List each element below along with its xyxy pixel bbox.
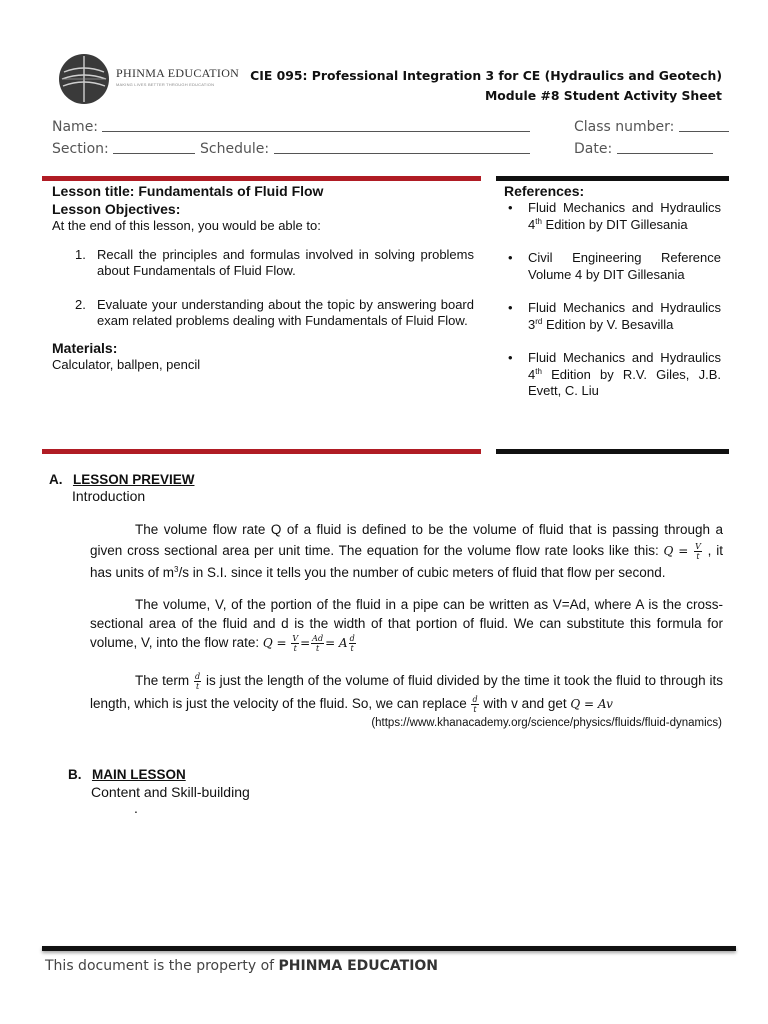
fraction-v-over-t: $\frac{V}{t}$ bbox=[695, 541, 701, 561]
fraction-d-over-t: $\frac{d}{t}$ bbox=[472, 694, 478, 714]
schedule-blank[interactable] bbox=[274, 153, 530, 154]
logo-name: PHINMA EDUCATION bbox=[116, 66, 240, 80]
phinma-logo bbox=[58, 52, 240, 106]
section-blank[interactable] bbox=[113, 153, 195, 154]
section-b-dot: . bbox=[134, 800, 138, 816]
date-field[interactable] bbox=[574, 141, 713, 157]
section-a-subtitle: Introduction bbox=[72, 488, 146, 504]
paragraph-velocity: The term $\frac{d}{t}$ is just the length of the volume of fluid divided by the time it took the fluid to through its length, which is just the velocity of the fluid. So, we can replace $\frac{d}{t}$ with v and get Q = Av bbox=[90, 671, 723, 714]
references-bottom-rule bbox=[496, 449, 729, 454]
reference-item: • Fluid Mechanics and Hydraulics 4th Edition by DIT Gillesania bbox=[504, 200, 721, 233]
schedule-label: Schedule: bbox=[200, 141, 270, 157]
logo-tagline: MAKING LIVES BETTER THROUGH EDUCATION bbox=[116, 82, 215, 87]
phinma-logo-icon bbox=[58, 52, 112, 106]
objectives-list bbox=[52, 247, 474, 330]
references-top-rule bbox=[496, 176, 729, 181]
objectives-heading: Lesson Objectives: bbox=[52, 201, 181, 217]
footer-rule bbox=[42, 946, 736, 951]
section-field[interactable] bbox=[52, 141, 195, 157]
footer-text: This document is the property of PHINMA EDUCATION bbox=[45, 958, 439, 974]
section-a-title: LESSON PREVIEW bbox=[72, 472, 195, 487]
fraction-ad-over-t: $\frac{Ad}{t}$ bbox=[312, 633, 324, 653]
schedule-field[interactable] bbox=[200, 141, 530, 157]
lesson-title: Lesson title: Fundamentals of Fluid Flow bbox=[52, 183, 324, 199]
citation-link[interactable]: (https://www.khanacademy.org/science/physics/fluids/fluid-dynamics) bbox=[371, 717, 722, 729]
fraction-v-over-t: $\frac{V}{t}$ bbox=[292, 633, 299, 653]
objectives-intro: At the end of this lesson, you would be able to: bbox=[52, 218, 321, 233]
lesson-box-bottom-rule bbox=[42, 449, 481, 454]
fraction-d-over-t: $\frac{d}{t}$ bbox=[195, 671, 201, 691]
course-header bbox=[250, 66, 722, 106]
module-title: Module #8 Student Activity Sheet bbox=[484, 88, 722, 103]
name-label: Name: bbox=[52, 119, 99, 135]
materials-heading: Materials: bbox=[52, 339, 118, 356]
reference-item: • Fluid Mechanics and Hydraulics 4th Edition by R.V. Giles, J.B. Evett, C. Liu bbox=[504, 350, 721, 400]
objective-item: 2. Evaluate your understanding about the topic by answering board exam related problems dealing with Fundamentals of Fluid Flow. bbox=[75, 296, 474, 328]
references-box bbox=[504, 182, 721, 417]
footer-owner: PHINMA EDUCATION bbox=[278, 958, 439, 974]
objective-item: 1. Recall the principles and formulas involved in solving problems about Fundamentals of Fluid Flow. bbox=[75, 246, 474, 278]
section-b-subtitle: Content and Skill-building bbox=[91, 784, 250, 800]
references-list bbox=[504, 200, 721, 400]
section-a-heading bbox=[49, 471, 194, 489]
date-label: Date: bbox=[574, 141, 613, 157]
section-b-label: B. bbox=[68, 767, 82, 782]
formula-q-av: Q = Av bbox=[570, 697, 613, 711]
paragraph-volume: The volume, V, of the portion of the fluid in a pipe can be written as V=Ad, where A is the cross-sectional area of the fluid and d is the width of that portion of fluid. We can substitute this formula for volume, V, into the flow rate: Q = $\frac{V}{t}$ = $\frac{Ad}{t}$ = A $\frac{d}{t}$ bbox=[90, 597, 723, 653]
course-title: CIE 095: Professional Integration 3 for CE (Hydraulics and Geotech) bbox=[250, 68, 722, 83]
references-heading: References: bbox=[504, 183, 585, 199]
name-blank[interactable] bbox=[102, 131, 530, 132]
reference-item: • Fluid Mechanics and Hydraulics 3rd Edition by V. Besavilla bbox=[504, 300, 721, 333]
class-number-field[interactable] bbox=[574, 119, 729, 135]
fraction-d-over-t: $\frac{d}{t}$ bbox=[349, 633, 355, 653]
lesson-box-top-rule bbox=[42, 176, 481, 181]
materials-text: Calculator, ballpen, pencil bbox=[52, 356, 201, 372]
section-b-heading bbox=[68, 766, 186, 784]
reference-item: • Civil Engineering Reference Volume 4 by DIT Gillesania bbox=[504, 250, 721, 283]
lesson-box bbox=[52, 182, 474, 373]
section-a-label: A. bbox=[49, 472, 63, 487]
paragraph-flow-rate: The volume flow rate Q of a fluid is defined to be the volume of fluid that is passing through a given cross sectional area per unit time. The equation for the volume flow rate looks like this: Q = $\frac{V}{t}$ , it has units of $m^3/s$ in S.I. since it tells you the number of cubic meters of fluid that flow per second. bbox=[90, 522, 723, 580]
class-number-label: Class number: bbox=[574, 119, 675, 135]
section-b-title: MAIN LESSON bbox=[91, 767, 186, 782]
section-label: Section: bbox=[52, 141, 109, 157]
class-number-blank[interactable] bbox=[679, 131, 729, 132]
formula-q-eq: Q = bbox=[663, 544, 689, 558]
date-blank[interactable] bbox=[617, 153, 713, 154]
name-field[interactable] bbox=[52, 119, 530, 135]
